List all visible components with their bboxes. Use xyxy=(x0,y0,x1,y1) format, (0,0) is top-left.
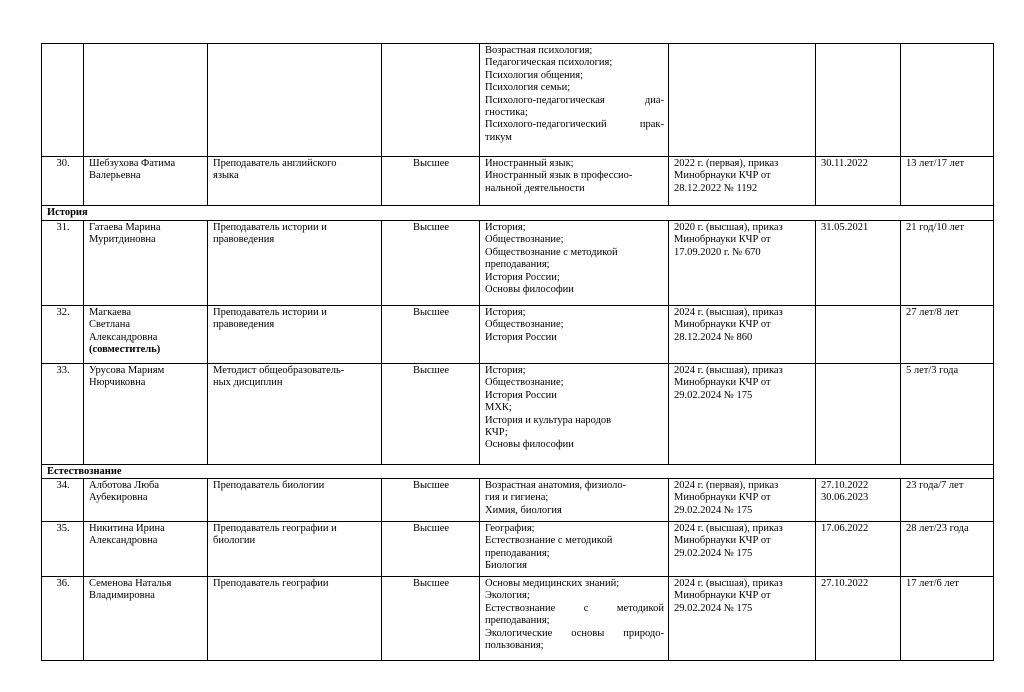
text-line: Обществознание; xyxy=(485,319,564,331)
text-line: Минобрнауки КЧР от xyxy=(674,234,771,246)
cell-experience: 28 лет/23 года xyxy=(901,522,994,577)
cell-position xyxy=(208,306,382,364)
text-line: Минобрнауки КЧР от xyxy=(674,170,771,182)
cell-position xyxy=(208,364,382,465)
text-line: История; xyxy=(485,365,526,376)
text-line: Биология xyxy=(485,560,528,572)
text-line: Преподаватель истории и xyxy=(213,307,327,318)
cell-category xyxy=(669,44,816,157)
cell-position xyxy=(208,44,382,157)
cell-training xyxy=(816,44,901,157)
staff-table xyxy=(41,43,994,661)
text-line: Преподаватель географии xyxy=(213,578,329,589)
cell-subjects xyxy=(480,364,669,465)
cell-num xyxy=(42,44,84,157)
cell-position xyxy=(208,577,382,661)
text-line: Магкаева xyxy=(89,307,132,318)
cell-subjects xyxy=(480,479,669,522)
cell-num: 36. xyxy=(42,577,84,661)
text-line: 29.02.2024 № 175 xyxy=(674,504,753,516)
cell-category xyxy=(669,306,816,364)
cell-education: Высшее xyxy=(382,157,480,206)
section-heading-history: История xyxy=(42,206,994,221)
cell-subjects xyxy=(480,306,669,364)
cell-name xyxy=(84,522,208,577)
text-line: Александровна xyxy=(89,331,158,343)
text-line: 29.02.2024 № 175 xyxy=(674,389,753,401)
text-line: Минобрнауки КЧР от xyxy=(674,590,771,602)
text-line xyxy=(485,603,664,615)
text-line: Иностранный язык в профессио- xyxy=(485,170,633,182)
cell-name xyxy=(84,44,208,157)
table-row xyxy=(42,577,994,661)
cell-experience: 5 лет/3 года xyxy=(901,364,994,465)
text-line: История; xyxy=(485,222,526,233)
table-row xyxy=(42,479,994,522)
text-line: История России xyxy=(485,331,557,343)
text-line: Экология; xyxy=(485,590,530,602)
cell-category xyxy=(669,221,816,306)
text-line xyxy=(485,95,664,107)
text-line: 2022 г. (первая), приказ xyxy=(674,158,779,169)
text-line: 28.12.2022 № 1192 xyxy=(674,182,758,194)
text-line: 2024 г. (высшая), приказ xyxy=(674,365,783,376)
cell-num: 35. xyxy=(42,522,84,577)
cell-education: Высшее xyxy=(382,306,480,364)
cell-category xyxy=(669,157,816,206)
text-line: Минобрнауки КЧР от xyxy=(674,535,771,547)
text-line: Аубекировна xyxy=(89,492,148,504)
text-line: правоведения xyxy=(213,234,275,246)
text-line: Нюрчиковна xyxy=(89,377,146,389)
text-line: Александровна xyxy=(89,535,158,547)
text-line: тикум xyxy=(485,131,512,143)
cell-training xyxy=(816,221,901,306)
table-row xyxy=(42,44,994,157)
text-line: 2020 г. (высшая), приказ xyxy=(674,222,783,233)
text-line: 2024 г. (высшая), приказ xyxy=(674,523,783,534)
section-heading-science: Естествознание xyxy=(42,465,994,479)
cell-education xyxy=(382,44,480,157)
text-line xyxy=(485,628,664,640)
cell-education: Высшее xyxy=(382,577,480,661)
text-line: Преподаватель английского xyxy=(213,158,337,169)
table-row xyxy=(42,157,994,206)
cell-name xyxy=(84,157,208,206)
cell-experience: 27 лет/8 лет xyxy=(901,306,994,364)
text-line: правоведения xyxy=(213,319,275,331)
text-line: История России; xyxy=(485,271,560,283)
cell-experience: 17 лет/6 лет xyxy=(901,577,994,661)
text-line: Урусова Мариям xyxy=(89,365,165,376)
text-line: Валерьевна xyxy=(89,170,141,182)
text-line: История России xyxy=(485,389,557,401)
table-row xyxy=(42,522,994,577)
text-line: Психология семьи; xyxy=(485,82,571,94)
text-line xyxy=(485,119,664,131)
table-row xyxy=(42,364,994,465)
text-line: Возрастная анатомия, физиоло- xyxy=(485,480,627,491)
text-line: Обществознание с методикой xyxy=(485,246,618,258)
text-word: Психолого-педагогическая xyxy=(485,94,605,106)
text-line: преподавания; xyxy=(485,615,550,627)
cell-education: Высшее xyxy=(382,221,480,306)
text-line: биологии xyxy=(213,535,256,547)
cell-num: 33. xyxy=(42,364,84,465)
cell-subjects xyxy=(480,44,669,157)
cell-position xyxy=(208,522,382,577)
cell-position xyxy=(208,157,382,206)
cell-name xyxy=(84,479,208,522)
text-line: История и культура народов xyxy=(485,414,612,426)
cell-training xyxy=(816,522,901,577)
text-line: Естествознание с методикой xyxy=(485,535,613,547)
text-word: Экологические xyxy=(485,627,553,639)
text-line: 17.06.2022 xyxy=(821,523,869,534)
text-line: Методист общеобразователь- xyxy=(213,365,345,376)
text-line: Владимировна xyxy=(89,590,155,602)
text-line: нальной деятельности xyxy=(485,182,585,194)
text-word: диа- xyxy=(644,94,664,106)
name-lines xyxy=(89,307,203,344)
text-line: гия и гигиена; xyxy=(485,492,549,504)
text-line: языка xyxy=(213,170,239,182)
cell-training xyxy=(816,479,901,522)
text-word: основы xyxy=(571,627,605,639)
cell-num: 34. xyxy=(42,479,84,522)
text-line: Шебзухова Фатима xyxy=(89,158,176,169)
cell-training xyxy=(816,306,901,364)
cell-training xyxy=(816,577,901,661)
text-line: гностика; xyxy=(485,107,528,119)
cell-experience: 23 года/7 лет xyxy=(901,479,994,522)
text-line: Преподаватель географии и xyxy=(213,523,337,534)
cell-category xyxy=(669,577,816,661)
table-row xyxy=(42,306,994,364)
text-line: Иностранный язык; xyxy=(485,158,574,169)
text-line: 31.05.2021 xyxy=(821,222,869,233)
text-line: ных дисциплин xyxy=(213,377,283,389)
text-word: методикой xyxy=(616,602,664,614)
text-line: Педагогическая психология; xyxy=(485,57,613,69)
text-line: Никитина Ирина xyxy=(89,523,165,534)
name-note: (совместитель) xyxy=(89,344,161,356)
text-line: 17.09.2020 г. № 670 xyxy=(674,246,761,258)
text-line: 29.02.2024 № 175 xyxy=(674,547,753,559)
cell-name xyxy=(84,364,208,465)
cell-subjects xyxy=(480,522,669,577)
text-line: Психология общения; xyxy=(485,69,584,81)
cell-experience xyxy=(901,44,994,157)
text-word: прак- xyxy=(639,119,664,131)
text-line: преподавания; xyxy=(485,547,550,559)
text-word: с xyxy=(583,602,589,614)
cell-name xyxy=(84,306,208,364)
cell-experience: 21 год/10 лет xyxy=(901,221,994,306)
text-line: Муритдиновна xyxy=(89,234,156,246)
text-line: 2024 г. (высшая), приказ xyxy=(674,307,783,318)
text-word: Психолого-педагогический xyxy=(485,119,607,131)
cell-num: 30. xyxy=(42,157,84,206)
cell-experience: 13 лет/17 лет xyxy=(901,157,994,206)
cell-training xyxy=(816,364,901,465)
cell-education: Высшее xyxy=(382,522,480,577)
cell-subjects xyxy=(480,157,669,206)
text-line: Светлана xyxy=(89,319,131,331)
cell-num: 31. xyxy=(42,221,84,306)
text-line: 29.02.2024 № 175 xyxy=(674,602,753,614)
cell-category xyxy=(669,522,816,577)
text-line: 2024 г. (высшая), приказ xyxy=(674,578,783,589)
text-line: 30.11.2022 xyxy=(821,158,868,169)
cell-training xyxy=(816,157,901,206)
cell-name xyxy=(84,577,208,661)
cell-education: Высшее xyxy=(382,364,480,465)
text-line: Минобрнауки КЧР от xyxy=(674,319,771,331)
cell-subjects xyxy=(480,221,669,306)
cell-category xyxy=(669,364,816,465)
text-line: Возрастная психология; xyxy=(485,45,593,56)
text-line: Минобрнауки КЧР от xyxy=(674,492,771,504)
cell-num: 32. xyxy=(42,306,84,364)
text-line: пользования; xyxy=(485,640,544,652)
text-line: Основы медицинских знаний; xyxy=(485,578,620,589)
section-row xyxy=(42,206,994,221)
text-line: 2024 г. (первая), приказ xyxy=(674,480,779,491)
text-line: Минобрнауки КЧР от xyxy=(674,377,771,389)
text-line: Гатаева Марина xyxy=(89,222,161,233)
cell-subjects xyxy=(480,577,669,661)
text-line: 27.10.2022 xyxy=(821,480,869,491)
text-line: преподавания; xyxy=(485,259,550,271)
text-line: География; xyxy=(485,523,535,534)
table-row xyxy=(42,221,994,306)
text-line: Основы философии xyxy=(485,284,574,296)
text-line: Обществознание; xyxy=(485,234,564,246)
text-word: Естествознание xyxy=(485,602,556,614)
text-line: 27.10.2022 xyxy=(821,578,869,589)
cell-position xyxy=(208,479,382,522)
document-page xyxy=(41,43,993,661)
text-line: История; xyxy=(485,307,526,318)
text-line: Алботова Люба xyxy=(89,480,160,491)
text-line: Основы философии xyxy=(485,439,574,451)
cell-position xyxy=(208,221,382,306)
text-line: Семенова Наталья xyxy=(89,578,172,589)
text-line: КЧР; xyxy=(485,427,508,439)
text-line: Химия, биология xyxy=(485,504,562,516)
text-line: 30.06.2023 xyxy=(821,492,869,504)
text-line: Преподаватель истории и xyxy=(213,222,327,233)
text-word: природо- xyxy=(623,627,664,639)
cell-education: Высшее xyxy=(382,479,480,522)
text-line: Преподаватель биологии xyxy=(213,480,325,491)
text-line: Обществознание; xyxy=(485,377,564,389)
section-row xyxy=(42,465,994,479)
text-line: 28.12.2024 № 860 xyxy=(674,331,753,343)
text-line: МХК; xyxy=(485,402,512,414)
cell-category xyxy=(669,479,816,522)
cell-name xyxy=(84,221,208,306)
